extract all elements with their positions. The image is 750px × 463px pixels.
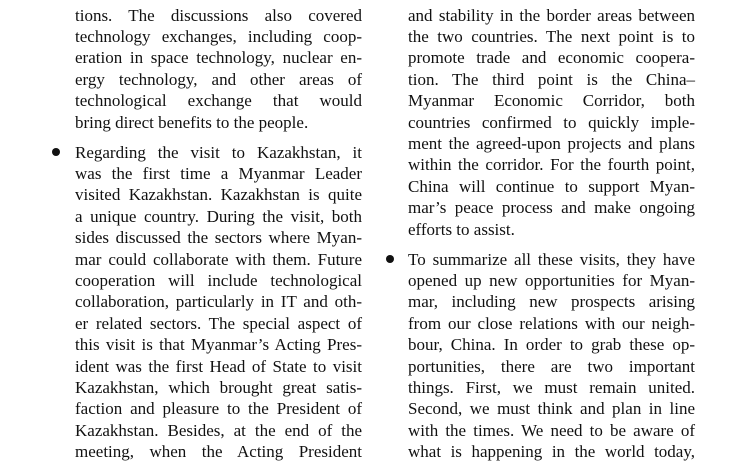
text-line: er related sectors. The special aspect of	[75, 313, 362, 333]
text-line: with the times. We need to be aware of	[408, 420, 695, 440]
text-line: countries confirmed to quickly imple-	[408, 112, 695, 132]
text-line: from our close relations with our neigh-	[408, 313, 695, 333]
text-line: portunities, there are two important	[408, 356, 695, 376]
text-line: cooperation will include technological	[75, 270, 362, 290]
text-line: ergy technology, and other areas of	[75, 69, 362, 89]
text-line: mar could collaborate with them. Future	[75, 249, 362, 269]
text-line: tion. The third point is the China–	[408, 69, 695, 89]
text-line: To summarize all these visits, they have	[408, 249, 695, 269]
text-line: technological exchange that would	[75, 91, 362, 111]
text-line: faction and pleasure to the President of	[75, 399, 362, 419]
text-line: Regarding the visit to Kazakhstan, it	[75, 142, 362, 162]
text-line: things. First, we must remain united.	[408, 377, 695, 397]
text-line: bring direct benefits to the people.	[75, 112, 309, 132]
text-line: the two countries. The next point is to	[408, 26, 695, 46]
text-line: sides discussed the sectors where Myan-	[75, 228, 362, 248]
text-line: within the corridor. For the fourth point,	[408, 155, 695, 175]
text-line: what is happening in the world today,	[408, 442, 695, 462]
text-line: Kazakhstan. Besides, at the end of the	[75, 420, 362, 440]
text-line: Kazakhstan, which brought great satis-	[75, 377, 362, 397]
text-line: opened up new opportunities for Myan-	[408, 270, 695, 290]
bullet-icon	[386, 255, 394, 263]
text-line: this visit is that Myanmar’s Acting Pres-	[75, 335, 362, 355]
text-line: ment the agreed-upon projects and plans	[408, 133, 695, 153]
text-line: tions. The discussions also covered	[75, 5, 362, 25]
text-line: and stability in the border areas between	[408, 5, 695, 25]
bullet-icon	[52, 148, 60, 156]
text-line: visited Kazakhstan. Kazakhstan is quite	[75, 185, 362, 205]
text-line: mar’s peace process and make ongoing	[408, 198, 695, 218]
text-line: China will continue to support Myan-	[408, 176, 695, 196]
text-line: efforts to assist.	[408, 219, 515, 239]
text-line: collaboration, particularly in IT and oth-	[75, 292, 362, 312]
text-line: ident was the first Head of State to visit	[75, 356, 362, 376]
text-line: Myanmar Economic Corridor, both	[408, 91, 695, 111]
text-line: was the first time a Myanmar Leader	[75, 163, 362, 183]
text-line: Second, we must think and plan in line	[408, 399, 695, 419]
text-line: meeting, when the Acting President	[75, 442, 362, 462]
text-line: mar, including new prospects arising	[408, 292, 695, 312]
text-line: a unique country. During the visit, both	[75, 206, 362, 226]
text-line: eration in space technology, nuclear en-	[75, 48, 362, 68]
text-line: bour, China. In order to grab these op-	[408, 335, 695, 355]
text-line: promote trade and economic coopera-	[408, 48, 695, 68]
text-line: technology exchanges, including coop-	[75, 26, 362, 46]
